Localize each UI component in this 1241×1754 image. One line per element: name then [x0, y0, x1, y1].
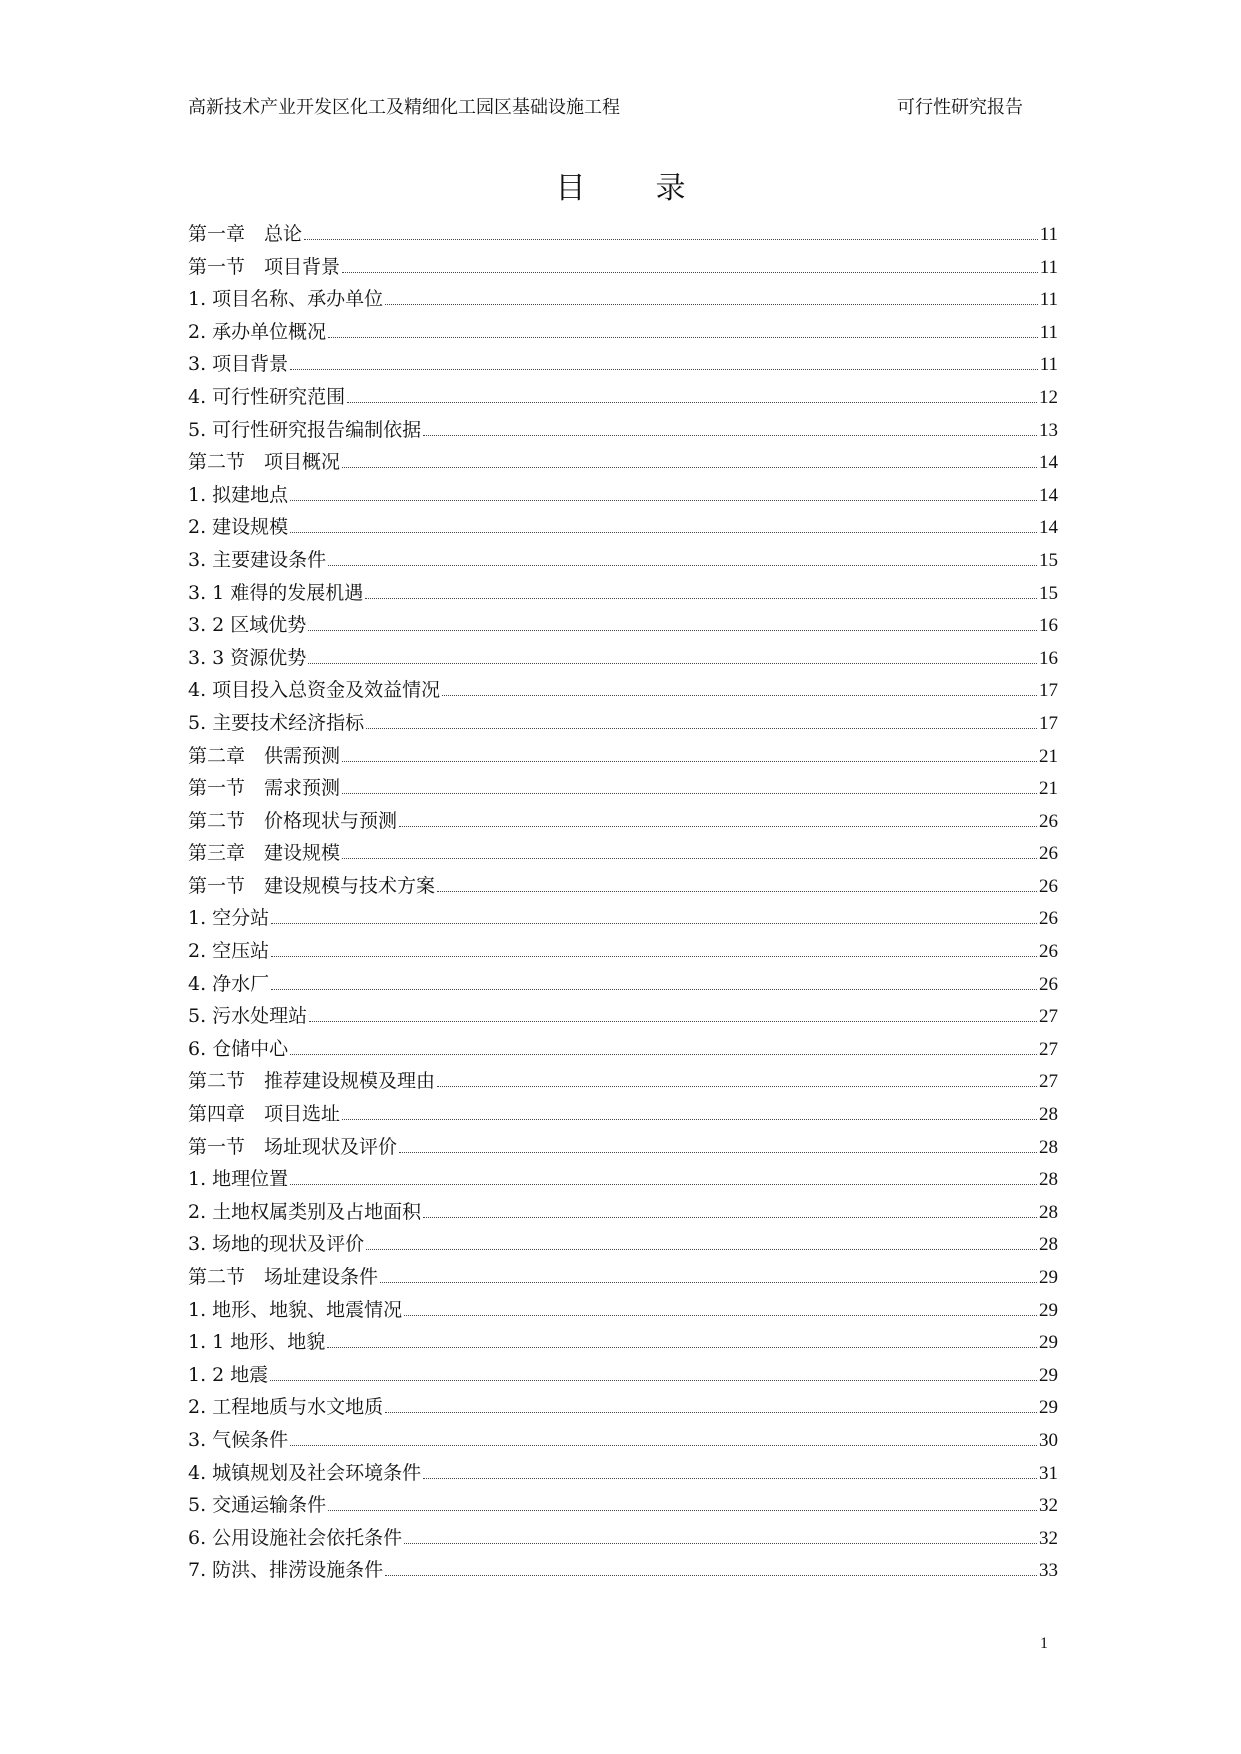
toc-entry[interactable] [188, 1034, 1058, 1067]
toc-leader-dots [270, 1380, 1037, 1381]
toc-entry-page: 28 [1039, 1136, 1058, 1158]
toc-entry-label: 1. 拟建地点 [188, 483, 289, 506]
toc-entry-label: 1. 空分站 [188, 907, 270, 930]
toc-leader-dots [347, 402, 1037, 403]
toc-leader-dots [290, 1445, 1037, 1446]
toc-entry[interactable] [188, 1425, 1058, 1458]
toc-entry[interactable] [188, 1132, 1058, 1165]
toc-entry[interactable] [188, 1327, 1058, 1360]
toc-entry-page: 26 [1039, 843, 1058, 865]
toc-entry-label: 第四章 项目选址 [188, 1103, 341, 1126]
toc-entry-page: 31 [1039, 1462, 1058, 1484]
toc-entry[interactable] [188, 252, 1058, 285]
toc-leader-dots [423, 1478, 1037, 1479]
toc-entry-page: 11 [1039, 289, 1058, 311]
toc-entry-page: 26 [1039, 973, 1058, 995]
toc-entry[interactable] [188, 675, 1058, 708]
toc-entry-label: 3. 1 难得的发展机遇 [188, 581, 364, 604]
toc-entry-page: 27 [1039, 1071, 1058, 1093]
toc-leader-dots [404, 1543, 1037, 1544]
toc-leader-dots [290, 1054, 1037, 1055]
toc-entry-label: 3. 场地的现状及评价 [188, 1233, 365, 1256]
toc-entry-label: 第三章 建设规模 [188, 842, 341, 865]
toc-entry-label: 3. 项目背景 [188, 353, 289, 376]
toc-entry-label: 3. 气候条件 [188, 1428, 289, 1451]
toc-entry-page: 11 [1039, 224, 1058, 245]
toc-entry-label: 第二节 价格现状与预测 [188, 809, 398, 832]
toc-leader-dots [342, 272, 1038, 273]
toc-entry-label: 2. 土地权属类别及占地面积 [188, 1200, 422, 1223]
toc-entry-label: 5. 可行性研究报告编制依据 [188, 418, 422, 441]
toc-entry[interactable] [188, 1164, 1058, 1197]
page-header [188, 93, 1023, 119]
toc-entry-page: 32 [1039, 1495, 1058, 1517]
toc-entry-label: 第二节 项目概况 [188, 451, 341, 474]
toc-entry[interactable] [188, 936, 1058, 969]
toc-leader-dots [290, 500, 1037, 501]
toc-entry-label: 7. 防洪、排涝设施条件 [188, 1559, 384, 1582]
toc-entry[interactable] [188, 1262, 1058, 1295]
toc-entry-page: 15 [1039, 582, 1058, 604]
toc-leader-dots [308, 630, 1037, 631]
toc-entry-page: 17 [1039, 680, 1058, 702]
toc-entry[interactable] [188, 903, 1058, 936]
toc-entry[interactable] [188, 1490, 1058, 1523]
toc-entry-page: 14 [1039, 452, 1058, 474]
toc-entry-page: 21 [1039, 778, 1058, 800]
toc-entry-page: 28 [1039, 1201, 1058, 1223]
toc-entry-page: 26 [1039, 875, 1058, 897]
toc-entry-page: 29 [1039, 1299, 1058, 1321]
toc-entry[interactable] [188, 382, 1058, 415]
toc-entry[interactable] [188, 806, 1058, 839]
toc-leader-dots [399, 826, 1037, 827]
toc-entry-page: 29 [1039, 1332, 1058, 1354]
toc-entry-label: 第一节 场址现状及评价 [188, 1135, 398, 1158]
toc-leader-dots [290, 369, 1038, 370]
toc-entry[interactable] [188, 969, 1058, 1002]
toc-entry[interactable] [188, 1360, 1058, 1393]
toc-entry-page: 17 [1039, 712, 1058, 734]
toc-entry-page: 28 [1039, 1104, 1058, 1126]
toc-leader-dots [342, 793, 1037, 794]
toc-entry-page: 14 [1039, 484, 1058, 506]
toc-leader-dots [328, 1510, 1037, 1511]
toc-entry-page: 28 [1039, 1234, 1058, 1256]
toc-entry-label: 3. 主要建设条件 [188, 548, 327, 571]
toc-entry-label: 第二章 供需预测 [188, 744, 341, 767]
toc-entry-label: 5. 污水处理站 [188, 1005, 308, 1028]
toc-entry-label: 3. 2 区域优势 [188, 614, 307, 637]
toc-leader-dots [366, 728, 1037, 729]
toc-entry[interactable] [188, 871, 1058, 904]
toc-leader-dots [442, 695, 1037, 696]
toc-entry[interactable] [188, 1001, 1058, 1034]
toc-entry[interactable] [188, 610, 1058, 643]
toc-entry-label: 2. 承办单位概况 [188, 320, 327, 343]
toc-entry-page: 11 [1039, 256, 1058, 278]
toc-entry[interactable] [188, 643, 1058, 676]
toc-entry-page: 30 [1039, 1429, 1058, 1451]
toc-entry-label: 3. 3 资源优势 [188, 646, 307, 669]
toc-entry[interactable] [188, 773, 1058, 806]
toc-leader-dots [342, 761, 1037, 762]
toc-entry[interactable] [188, 512, 1058, 545]
toc-leader-dots [399, 1152, 1037, 1153]
toc-entry-label: 1. 2 地震 [188, 1363, 269, 1386]
toc-entry-label: 1. 地形、地貌、地震情况 [188, 1298, 403, 1321]
toc-leader-dots [327, 1347, 1037, 1348]
toc-entry[interactable] [188, 1229, 1058, 1262]
toc-entry-label: 2. 工程地质与水文地质 [188, 1396, 384, 1419]
toc-entry-page: 33 [1039, 1560, 1058, 1582]
toc-entry-page: 16 [1039, 615, 1058, 637]
toc-leader-dots [328, 337, 1038, 338]
toc-entry-label: 6. 公用设施社会依托条件 [188, 1526, 403, 1549]
toc-entry-page: 12 [1039, 386, 1058, 408]
page-number: 1 [1040, 1635, 1048, 1652]
toc-entry-page: 16 [1039, 647, 1058, 669]
toc-entry-label: 第一节 项目背景 [188, 255, 341, 278]
toc-leader-dots [304, 239, 1038, 240]
toc-entry-page: 15 [1039, 549, 1058, 571]
toc-entry-page: 11 [1039, 321, 1058, 343]
toc-entry-label: 4. 城镇规划及社会环境条件 [188, 1461, 422, 1484]
toc-entry[interactable] [188, 1066, 1058, 1099]
toc-entry-label: 第二节 推荐建设规模及理由 [188, 1070, 436, 1093]
toc-leader-dots [290, 1184, 1037, 1185]
toc-entry[interactable] [188, 1099, 1058, 1132]
toc-leader-dots [380, 1282, 1037, 1283]
toc-entry-page: 28 [1039, 1169, 1058, 1191]
toc-leader-dots [437, 1086, 1037, 1087]
toc-entry-label: 第二节 场址建设条件 [188, 1266, 379, 1288]
toc-entry-page: 26 [1039, 908, 1058, 930]
toc-leader-dots [423, 435, 1037, 436]
toc-entry[interactable] [188, 1197, 1058, 1230]
toc-entry[interactable] [188, 1458, 1058, 1491]
toc-entry-label: 1. 1 地形、地貌 [188, 1331, 326, 1354]
toc-entry-label: 第一节 需求预测 [188, 777, 341, 800]
toc-entry[interactable] [188, 838, 1058, 871]
toc-entry-page: 29 [1039, 1267, 1058, 1288]
toc-leader-dots [404, 1315, 1037, 1316]
toc-entry[interactable] [188, 447, 1058, 480]
toc-entry-page: 29 [1039, 1397, 1058, 1419]
toc-leader-dots [342, 1119, 1037, 1120]
toc-entry-label: 6. 仓储中心 [188, 1037, 289, 1060]
toc-title: 目录 [555, 171, 756, 206]
toc-entry-label: 4. 项目投入总资金及效益情况 [188, 679, 441, 702]
toc-entry-page: 26 [1039, 810, 1058, 832]
toc-entry-label: 2. 空压站 [188, 940, 270, 963]
toc-entry-page: 14 [1039, 517, 1058, 539]
toc-leader-dots [385, 304, 1038, 305]
toc-leader-dots [328, 565, 1037, 566]
toc-entry[interactable] [188, 1555, 1058, 1588]
header-document-title: 高新技术产业开发区化工及精细化工园区基础设施工程 [188, 97, 620, 118]
toc-entry[interactable] [188, 1523, 1058, 1556]
toc-entry-label: 1. 项目名称、承办单位 [188, 288, 384, 311]
toc-entry[interactable] [188, 545, 1058, 578]
toc-entry-label: 4. 净水厂 [188, 972, 270, 995]
toc-entry-page: 13 [1039, 419, 1058, 441]
toc-entry-page: 21 [1039, 745, 1058, 767]
toc-entry[interactable] [188, 480, 1058, 513]
toc-entry[interactable] [188, 349, 1058, 382]
toc-leader-dots [271, 923, 1037, 924]
toc-entry-label: 第一节 建设规模与技术方案 [188, 874, 436, 897]
toc-leader-dots [309, 1021, 1037, 1022]
toc-entry-page: 11 [1039, 354, 1058, 376]
toc-leader-dots [366, 1249, 1037, 1250]
toc-leader-dots [342, 467, 1037, 468]
toc-entry-label: 5. 主要技术经济指标 [188, 711, 365, 734]
toc-entry-page: 27 [1039, 1038, 1058, 1060]
toc-leader-dots [308, 663, 1037, 664]
toc-entry[interactable] [188, 741, 1058, 774]
toc-leader-dots [437, 891, 1037, 892]
toc-entry-page: 26 [1039, 941, 1058, 963]
toc-entry-label: 第一章 总论 [188, 223, 303, 245]
toc-entry[interactable] [188, 1295, 1058, 1328]
table-of-contents [188, 219, 1058, 1588]
toc-entry[interactable] [188, 317, 1058, 350]
toc-entry[interactable] [188, 708, 1058, 741]
toc-leader-dots [365, 598, 1037, 599]
toc-entry-page: 32 [1039, 1527, 1058, 1549]
toc-entry-page: 27 [1039, 1006, 1058, 1028]
toc-leader-dots [423, 1217, 1037, 1218]
toc-entry-label: 5. 交通运输条件 [188, 1494, 327, 1517]
header-report-type: 可行性研究报告 [897, 97, 1023, 118]
toc-entry[interactable] [188, 284, 1058, 317]
toc-leader-dots [385, 1412, 1037, 1413]
toc-entry-label: 4. 可行性研究范围 [188, 385, 346, 408]
toc-entry[interactable] [188, 219, 1058, 252]
toc-leader-dots [271, 989, 1037, 990]
toc-entry[interactable] [188, 415, 1058, 448]
toc-entry-label: 2. 建设规模 [188, 516, 289, 539]
toc-leader-dots [385, 1575, 1037, 1576]
toc-leader-dots [271, 956, 1037, 957]
toc-leader-dots [342, 858, 1037, 859]
toc-entry[interactable] [188, 578, 1058, 611]
toc-entry-label: 1. 地理位置 [188, 1168, 289, 1191]
toc-entry-page: 29 [1039, 1364, 1058, 1386]
toc-entry[interactable] [188, 1392, 1058, 1425]
toc-leader-dots [290, 532, 1037, 533]
